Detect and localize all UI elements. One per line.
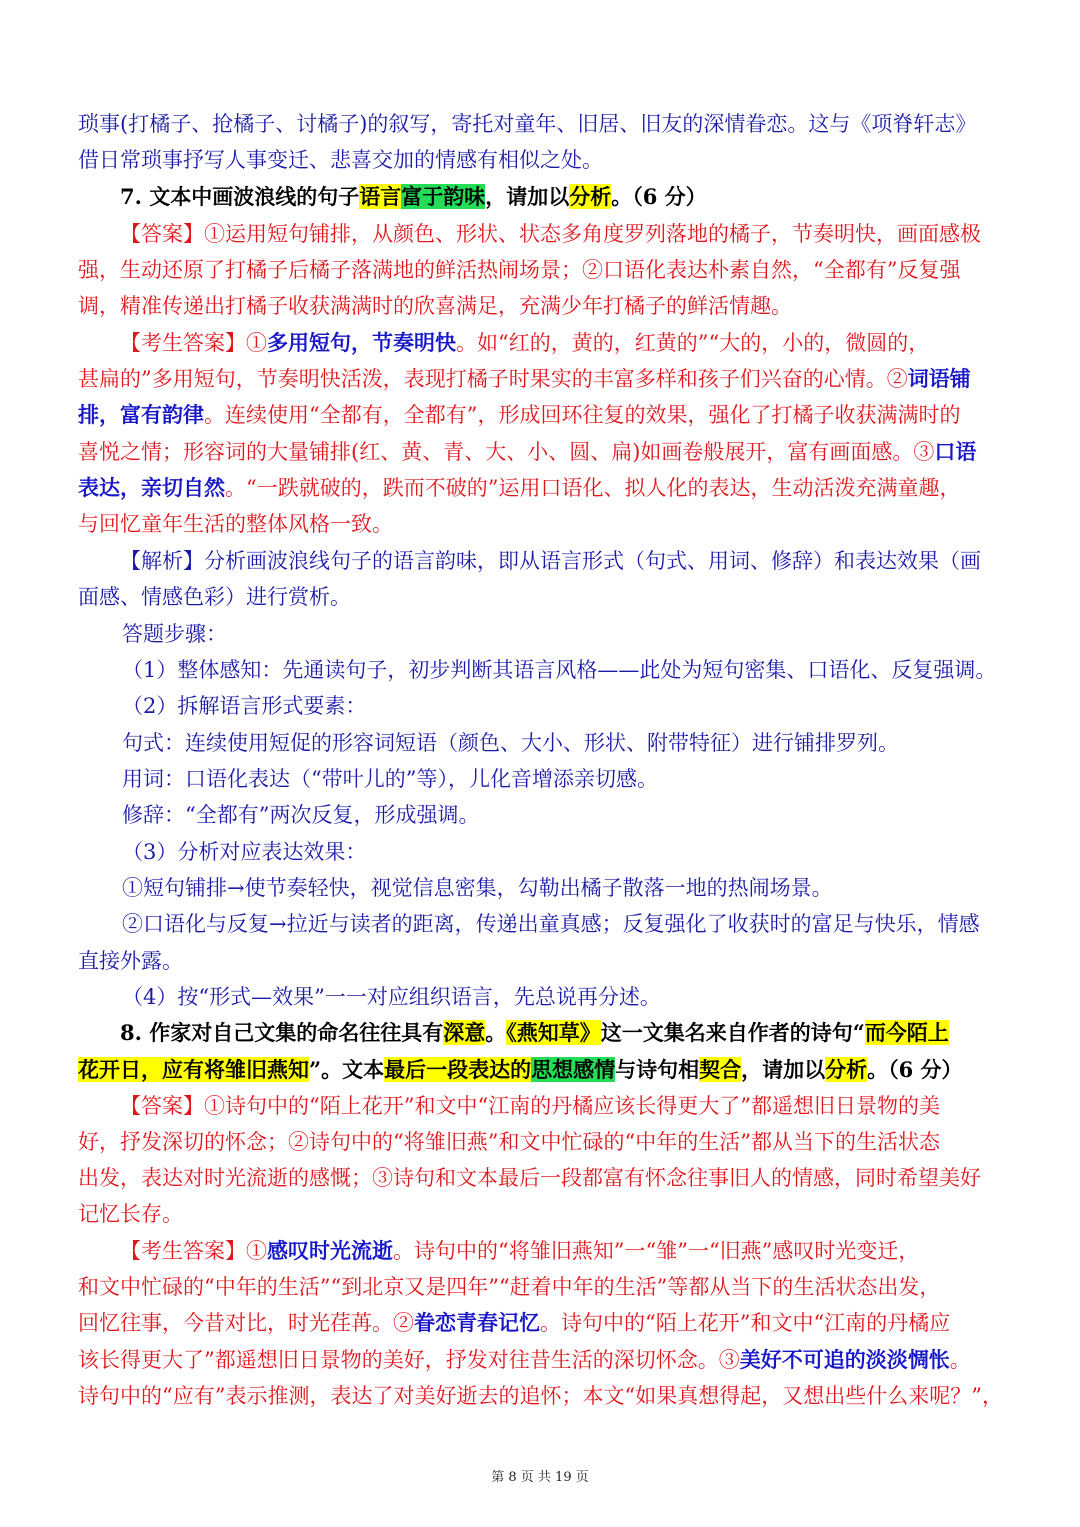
question-8-text-c: 这一文集名来自作者的诗句“	[600, 1020, 865, 1045]
student-answer-8-line-3	[78, 1309, 950, 1339]
student-answer-8-l3c: 。诗句中的“陌上花开”和文中“江南的丹橘应	[540, 1311, 951, 1335]
student-answer-8-point-3: 美好不可追的淡淡惆怅	[739, 1347, 950, 1372]
analysis-step-1: （1）整体感知：先通读句子，初步判断其语言风格——此处为短句密集、口语化、反复强调。	[122, 658, 997, 682]
student-answer-8-line-5: 诗句中的“应有”表示推测，表达了对美好逝去的追怀；本文“如果真想得起，又想出些什么来呢？”，	[78, 1384, 1003, 1408]
student-answer-7-line-1	[120, 329, 929, 359]
answer-8-line-1: 【答案】①诗句中的“陌上花开”和文中“江南的丹橘应该长得更大了”都遥想旧日景物的美	[120, 1094, 940, 1118]
analysis-step-3-effect-2: ②口语化与反复→拉近与读者的距离，传递出童真感；反复强化了收获时的富足与快乐，情感	[122, 912, 980, 936]
continuation-line-2: 借日常琐事抒写人事变迁、悲喜交加的情感有相似之处。	[78, 148, 603, 172]
student-answer-7-point-2a: 词语铺	[907, 366, 971, 391]
question-7-text-b: ，请加以	[485, 184, 570, 209]
student-answer-8-line-4	[78, 1346, 971, 1376]
student-answer-7-point-2b: 排，富有韵律	[78, 402, 204, 427]
student-answer-8-point-1: 感叹时光流逝	[267, 1238, 393, 1263]
student-answer-7-l4a: 喜悦之情；形容词的大量铺排(红、黄、青、大、小、圆、扁)如画卷般展开，富有画面感。③	[78, 440, 935, 464]
highlight-fenxi-8: 分析	[825, 1057, 868, 1082]
student-answer-7-point-1: 多用短句，节奏明快	[267, 330, 456, 355]
highlight-sixiang-ganqing: 思想感情	[531, 1057, 616, 1082]
highlight-shenyi: 深意	[443, 1020, 486, 1045]
highlight-yanzhicao: 《燕知草》	[506, 1020, 601, 1045]
student-answer-8-line-2: 和文中忙碌的“中年的生活”“到北京又是四年”“赶着中年的生活”等都从当下的生活状态出发，	[78, 1275, 941, 1299]
student-answer-7-line-4	[78, 438, 976, 468]
highlight-poem-part-2: 花开日，应有将雏旧燕知	[78, 1057, 309, 1082]
answer-8-line-4: 记忆长存。	[78, 1202, 183, 1226]
student-answer-8-point-2: 眷恋青春记忆	[414, 1310, 540, 1335]
student-answer-7-line-6: 与回忆童年生活的整体风格一致。	[78, 512, 393, 536]
student-answer-7-l3b: 。连续使用“全都有，全都有”，形成回环往复的效果，强化了打橘子收获满满时的	[204, 403, 961, 427]
answer-7-line-1: 【答案】①运用短句铺排，从颜色、形状、状态多角度罗列落地的橘子，节奏明快，画面感极	[120, 222, 981, 246]
student-answer-8-l1c: 。诗句中的“将雏旧燕知”一“雏”一“旧燕”感叹时光变迁，	[393, 1239, 920, 1263]
analysis-7-line-1: 【解析】分析画波浪线句子的语言韵味，即从语言形式（句式、用词、修辞）和表达效果（画	[120, 549, 981, 573]
student-answer-8-l4c: 。	[949, 1348, 971, 1372]
student-answer-7-point-3a: 口语	[934, 439, 977, 464]
student-answer-8-line-1	[120, 1237, 919, 1267]
analysis-step-2: （2）拆解语言形式要素：	[122, 694, 367, 718]
highlight-poem-part-1: 而今陌上	[864, 1020, 949, 1045]
answer-7-line-2: 强，生动还原了打橘子后橘子落满地的鲜活热闹场景；②口语化表达朴素自然，“全都有”反复强	[78, 258, 961, 282]
answer-8-line-2: 好，抒发深切的怀念；②诗句中的“将雏旧燕”和文中忙碌的“中年的生活”都从当下的生活状态	[78, 1130, 940, 1154]
highlight-yuyan: 语言	[359, 184, 402, 209]
highlight-fenxi: 分析	[569, 184, 612, 209]
question-8-text-e: 与诗句相	[615, 1057, 700, 1082]
student-answer-8-l1a: 【考生答案】①	[120, 1239, 267, 1263]
highlight-fuyu-yunwei: 富于韵味	[401, 184, 486, 209]
student-answer-7-l2a: 甚扁的”多用短句，节奏明快活泼，表现打橘子时果实的丰富多样和孩子们兴奋的心情。②	[78, 367, 908, 391]
highlight-last-paragraph: 最后一段表达的	[384, 1057, 532, 1082]
analysis-step-2-rhetoric: 修辞：“全都有”两次反复，形成强调。	[122, 803, 480, 827]
highlight-qihe: 契合	[699, 1057, 742, 1082]
analysis-step-3: （3）分析对应表达效果：	[122, 840, 367, 864]
analysis-step-2-sentence: 句式：连续使用短促的形容词短语（颜色、大小、形状、附带特征）进行铺排罗列。	[122, 731, 899, 755]
question-8-text-b: 。	[485, 1020, 507, 1045]
student-answer-7-l5b: 。“一跌就破的，跌而不破的”运用口语化、拟人化的表达，生动活泼充满童趣，	[225, 476, 961, 500]
analysis-step-2-words: 用词：口语化表达（“带叶儿的”等），儿化音增添亲切感。	[122, 767, 658, 791]
question-8-text-f: ，请加以	[741, 1057, 826, 1082]
question-8-line-1	[120, 1019, 949, 1049]
question-8-line-2	[78, 1056, 963, 1086]
analysis-step-3-effect-1: ①短句铺排→使节奏轻快，视觉信息密集，勾勒出橘子散落一地的热闹场景。	[122, 876, 833, 900]
question-8-text-d: ”。文本	[309, 1057, 385, 1082]
student-answer-8-l3a: 回忆往事，今昔对比，时光荏苒。②	[78, 1311, 414, 1335]
answer-8-line-3: 出发，表达对时光流逝的感慨；③诗句和文本最后一段都富有怀念往事旧人的情感，同时希望美好	[78, 1166, 981, 1190]
student-answer-7-l1a: 【考生答案】①	[120, 331, 267, 355]
question-7-text-a: 7. 文本中画波浪线的句子	[120, 184, 360, 209]
analysis-steps-title: 答题步骤：	[122, 622, 227, 646]
student-answer-7-line-2	[78, 365, 971, 395]
analysis-step-3-effect-2-cont: 直接外露。	[78, 949, 183, 973]
question-8-text-a: 8. 作家对自己文集的命名往往具有	[120, 1020, 444, 1045]
student-answer-7-line-3	[78, 401, 960, 431]
answer-7-line-3: 调，精准传递出打橘子收获满满时的欣喜满足，充满少年打橘子的鲜活情趣。	[78, 294, 792, 318]
question-8-text-g: 。（6 分）	[867, 1057, 963, 1082]
question-7	[120, 183, 707, 213]
page-footer: 第 8 页 共 19 页	[491, 1470, 589, 1485]
analysis-step-4: （4）按“形式—效果”一一对应组织语言，先总说再分述。	[122, 985, 661, 1009]
student-answer-7-point-3b: 表达，亲切自然	[78, 475, 225, 500]
student-answer-7-l1c: 。如“红的，黄的，红黄的”“大的，小的，微圆的，	[456, 331, 930, 355]
student-answer-8-l4a: 该长得更大了”都遥想旧日景物的美好，抒发对往昔生活的深切怀念。③	[78, 1348, 740, 1372]
continuation-line-1: 琐事(打橘子、抢橘子、讨橘子)的叙写，寄托对童年、旧居、旧友的深情眷恋。这与《项脊轩志》	[78, 112, 977, 136]
analysis-7-line-2: 面感、情感色彩）进行赏析。	[78, 585, 351, 609]
student-answer-7-line-5	[78, 474, 960, 504]
question-7-text-c: 。（6 分）	[611, 184, 707, 209]
